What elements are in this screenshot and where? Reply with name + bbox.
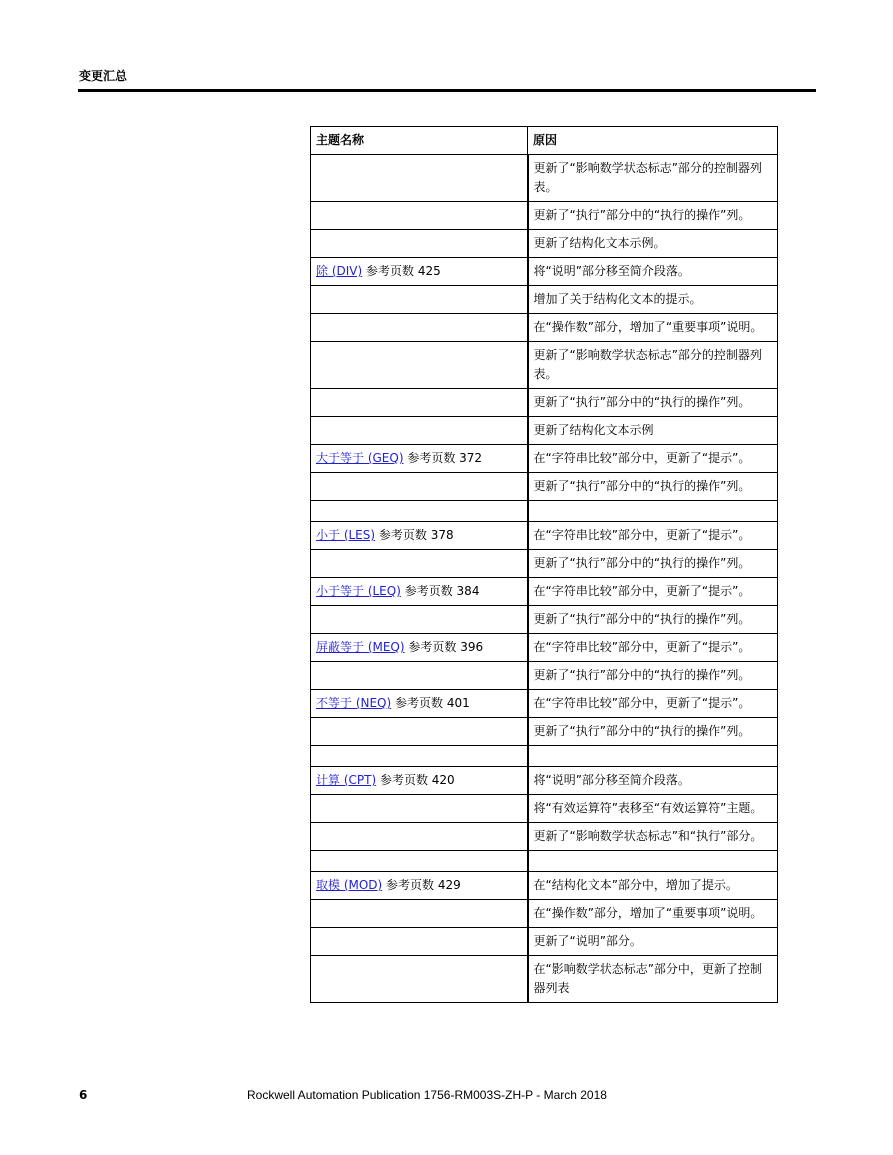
topic-link[interactable]: 屏蔽等于 (MEQ) bbox=[316, 640, 405, 654]
table-row bbox=[311, 851, 778, 872]
reason-cell bbox=[528, 851, 778, 872]
reason-cell: 在“影响数学状态标志”部分中，更新了控制器列表 bbox=[528, 956, 778, 1003]
topic-link[interactable]: 小于等于 (LEQ) bbox=[316, 584, 401, 598]
table-row bbox=[311, 202, 778, 230]
table-row bbox=[311, 314, 778, 342]
table-row bbox=[311, 872, 778, 900]
topic-cell bbox=[311, 314, 528, 342]
reason-cell: 在“操作数”部分，增加了“重要事项”说明。 bbox=[528, 900, 778, 928]
reason-cell: 更新了“执行”部分中的“执行的操作”列。 bbox=[528, 662, 778, 690]
reference-page: 参考页数 429 bbox=[386, 878, 461, 892]
topic-link[interactable]: 大于等于 (GEQ) bbox=[316, 451, 404, 465]
topic-cell bbox=[311, 230, 528, 258]
table-row bbox=[311, 900, 778, 928]
table-row bbox=[311, 928, 778, 956]
page-header-title: 变更汇总 bbox=[79, 69, 128, 83]
reason-cell bbox=[528, 746, 778, 767]
topic-cell bbox=[311, 928, 528, 956]
table-row bbox=[311, 155, 778, 202]
topic-link[interactable]: 计算 (CPT) bbox=[316, 773, 377, 787]
table-header-row bbox=[311, 127, 778, 155]
topic-cell bbox=[311, 445, 528, 473]
table-row bbox=[311, 606, 778, 634]
table-body bbox=[311, 155, 778, 1003]
reason-cell: 更新了结构化文本示例 bbox=[528, 417, 778, 445]
reason-cell: 更新了“影响数学状态标志”部分的控制器列表。 bbox=[528, 342, 778, 389]
table-row bbox=[311, 258, 778, 286]
topic-cell bbox=[311, 823, 528, 851]
topic-cell bbox=[311, 956, 528, 1003]
topic-cell bbox=[311, 767, 528, 795]
topic-cell bbox=[311, 578, 528, 606]
publication-info: Rockwell Automation Publication 1756-RM003S-ZH-P - March 2018 bbox=[247, 1088, 607, 1102]
topic-link[interactable]: 不等于 (NEQ) bbox=[316, 696, 392, 710]
topic-cell bbox=[311, 718, 528, 746]
reason-cell: 更新了“说明”部分。 bbox=[528, 928, 778, 956]
topic-cell bbox=[311, 795, 528, 823]
topic-cell bbox=[311, 389, 528, 417]
reason-cell: 在“字符串比较”部分中，更新了“提示”。 bbox=[528, 634, 778, 662]
change-summary-table bbox=[310, 126, 778, 1003]
table-row bbox=[311, 389, 778, 417]
table-row bbox=[311, 550, 778, 578]
table-row bbox=[311, 342, 778, 389]
table-row bbox=[311, 522, 778, 550]
reason-cell: 在“字符串比较”部分中，更新了“提示”。 bbox=[528, 522, 778, 550]
topic-cell bbox=[311, 634, 528, 662]
reference-page: 参考页数 420 bbox=[379, 773, 455, 787]
table-row bbox=[311, 230, 778, 258]
reference-page: 参考页数 396 bbox=[408, 640, 484, 654]
reason-cell: 更新了“执行”部分中的“执行的操作”列。 bbox=[528, 202, 778, 230]
table-row bbox=[311, 501, 778, 522]
topic-cell bbox=[311, 155, 528, 202]
reason-cell: 更新了“执行”部分中的“执行的操作”列。 bbox=[528, 718, 778, 746]
table-row bbox=[311, 795, 778, 823]
table-row bbox=[311, 445, 778, 473]
topic-cell bbox=[311, 606, 528, 634]
topic-cell bbox=[311, 662, 528, 690]
topic-cell bbox=[311, 342, 528, 389]
reason-cell: 更新了“影响数学状态标志”和“执行”部分。 bbox=[528, 823, 778, 851]
reference-page: 参考页数 384 bbox=[404, 584, 480, 598]
reason-cell: 更新了“执行”部分中的“执行的操作”列。 bbox=[528, 550, 778, 578]
reason-cell: 将“说明”部分移至简介段落。 bbox=[528, 767, 778, 795]
topic-link[interactable]: 小于 (LES) bbox=[316, 528, 376, 542]
reason-cell: 在“操作数”部分，增加了“重要事项”说明。 bbox=[528, 314, 778, 342]
topic-cell bbox=[311, 522, 528, 550]
table-row bbox=[311, 286, 778, 314]
reason-cell: 更新了“执行”部分中的“执行的操作”列。 bbox=[528, 473, 778, 501]
reference-page: 参考页数 401 bbox=[395, 696, 470, 710]
table-row bbox=[311, 578, 778, 606]
table-row bbox=[311, 473, 778, 501]
reason-cell: 增加了关于结构化文本的提示。 bbox=[528, 286, 778, 314]
reference-page: 参考页数 378 bbox=[378, 528, 454, 542]
table-row bbox=[311, 417, 778, 445]
table-row bbox=[311, 767, 778, 795]
reason-cell: 将“有效运算符”表移至“有效运算符”主题。 bbox=[528, 795, 778, 823]
topic-cell bbox=[311, 690, 528, 718]
topic-cell bbox=[311, 851, 528, 872]
reason-cell bbox=[528, 501, 778, 522]
reason-cell: 在“字符串比较”部分中，更新了“提示”。 bbox=[528, 578, 778, 606]
reference-page: 参考页数 372 bbox=[407, 451, 483, 465]
topic-cell bbox=[311, 473, 528, 501]
reason-cell: 更新了“执行”部分中的“执行的操作”列。 bbox=[528, 606, 778, 634]
reason-cell: 在“字符串比较”部分中，更新了“提示”。 bbox=[528, 445, 778, 473]
topic-cell bbox=[311, 501, 528, 522]
table-row bbox=[311, 823, 778, 851]
reason-cell: 在“结构化文本”部分中，增加了提示。 bbox=[528, 872, 778, 900]
topic-link[interactable]: 除 (DIV) bbox=[316, 264, 363, 278]
reason-cell: 更新了结构化文本示例。 bbox=[528, 230, 778, 258]
topic-cell bbox=[311, 417, 528, 445]
table-row bbox=[311, 690, 778, 718]
table-row bbox=[311, 718, 778, 746]
table-row bbox=[311, 956, 778, 1003]
table-row bbox=[311, 634, 778, 662]
reason-cell: 更新了“影响数学状态标志”部分的控制器列表。 bbox=[528, 155, 778, 202]
reference-page: 参考页数 425 bbox=[366, 264, 441, 278]
header-rule bbox=[78, 89, 816, 92]
topic-cell bbox=[311, 746, 528, 767]
topic-cell bbox=[311, 202, 528, 230]
topic-link[interactable]: 取模 (MOD) bbox=[316, 878, 383, 892]
column-header-topic: 主题名称 bbox=[311, 127, 528, 155]
page-number: 6 bbox=[79, 1088, 88, 1102]
column-header-reason: 原因 bbox=[528, 127, 778, 155]
reason-cell: 更新了“执行”部分中的“执行的操作”列。 bbox=[528, 389, 778, 417]
reason-cell: 在“字符串比较”部分中，更新了“提示”。 bbox=[528, 690, 778, 718]
topic-cell bbox=[311, 286, 528, 314]
topic-cell bbox=[311, 258, 528, 286]
table-row bbox=[311, 746, 778, 767]
reason-cell: 将“说明”部分移至简介段落。 bbox=[528, 258, 778, 286]
topic-cell bbox=[311, 550, 528, 578]
topic-cell bbox=[311, 872, 528, 900]
topic-cell bbox=[311, 900, 528, 928]
table-row bbox=[311, 662, 778, 690]
